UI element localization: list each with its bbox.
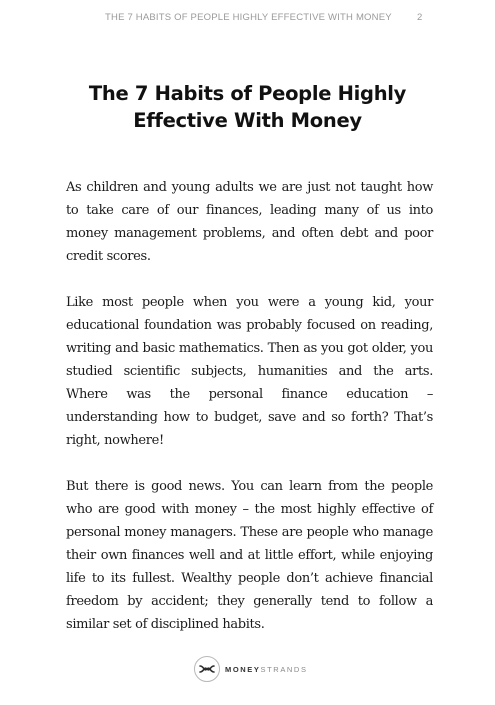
page-title-line-2: Effective With Money xyxy=(133,109,362,132)
moneystrands-logo-icon xyxy=(194,656,220,682)
body-text xyxy=(66,176,433,659)
page-title-line-1: The 7 Habits of People Highly xyxy=(88,82,407,105)
page-number: 2 xyxy=(417,12,423,23)
page-title xyxy=(30,80,465,134)
paragraph-3: But there is good news. You can learn from the people who are good with money – the most highly effective of personal money managers. These are people who manage their own finances well and at little effort, while enjoying life to its fullest. Wealthy people don’t achieve financial freedom by accident; they generally tend to follow a similar set of disciplined habits. xyxy=(66,479,433,632)
brand-name-bold: MONEY xyxy=(225,664,261,674)
paragraph-2: Like most people when you were a young kid, your educational foundation was probably focused on reading, writing and basic mathematics. Then as you got older, you studied scientific subjects, humanities and the arts. Where was the personal finance education – understanding how to budget, save and so forth? That’s right, nowhere! xyxy=(66,295,433,448)
brand-name-light: STRANDS xyxy=(260,664,308,674)
footer-logo xyxy=(194,654,308,684)
brand-name xyxy=(225,665,308,674)
running-title: THE 7 HABITS OF PEOPLE HIGHLY EFFECTIVE WITH MONEY xyxy=(105,12,392,23)
paragraph-1: As children and young adults we are just not taught how to take care of our finances, leading many of us into money management problems, and often debt and poor credit scores. xyxy=(66,180,433,264)
